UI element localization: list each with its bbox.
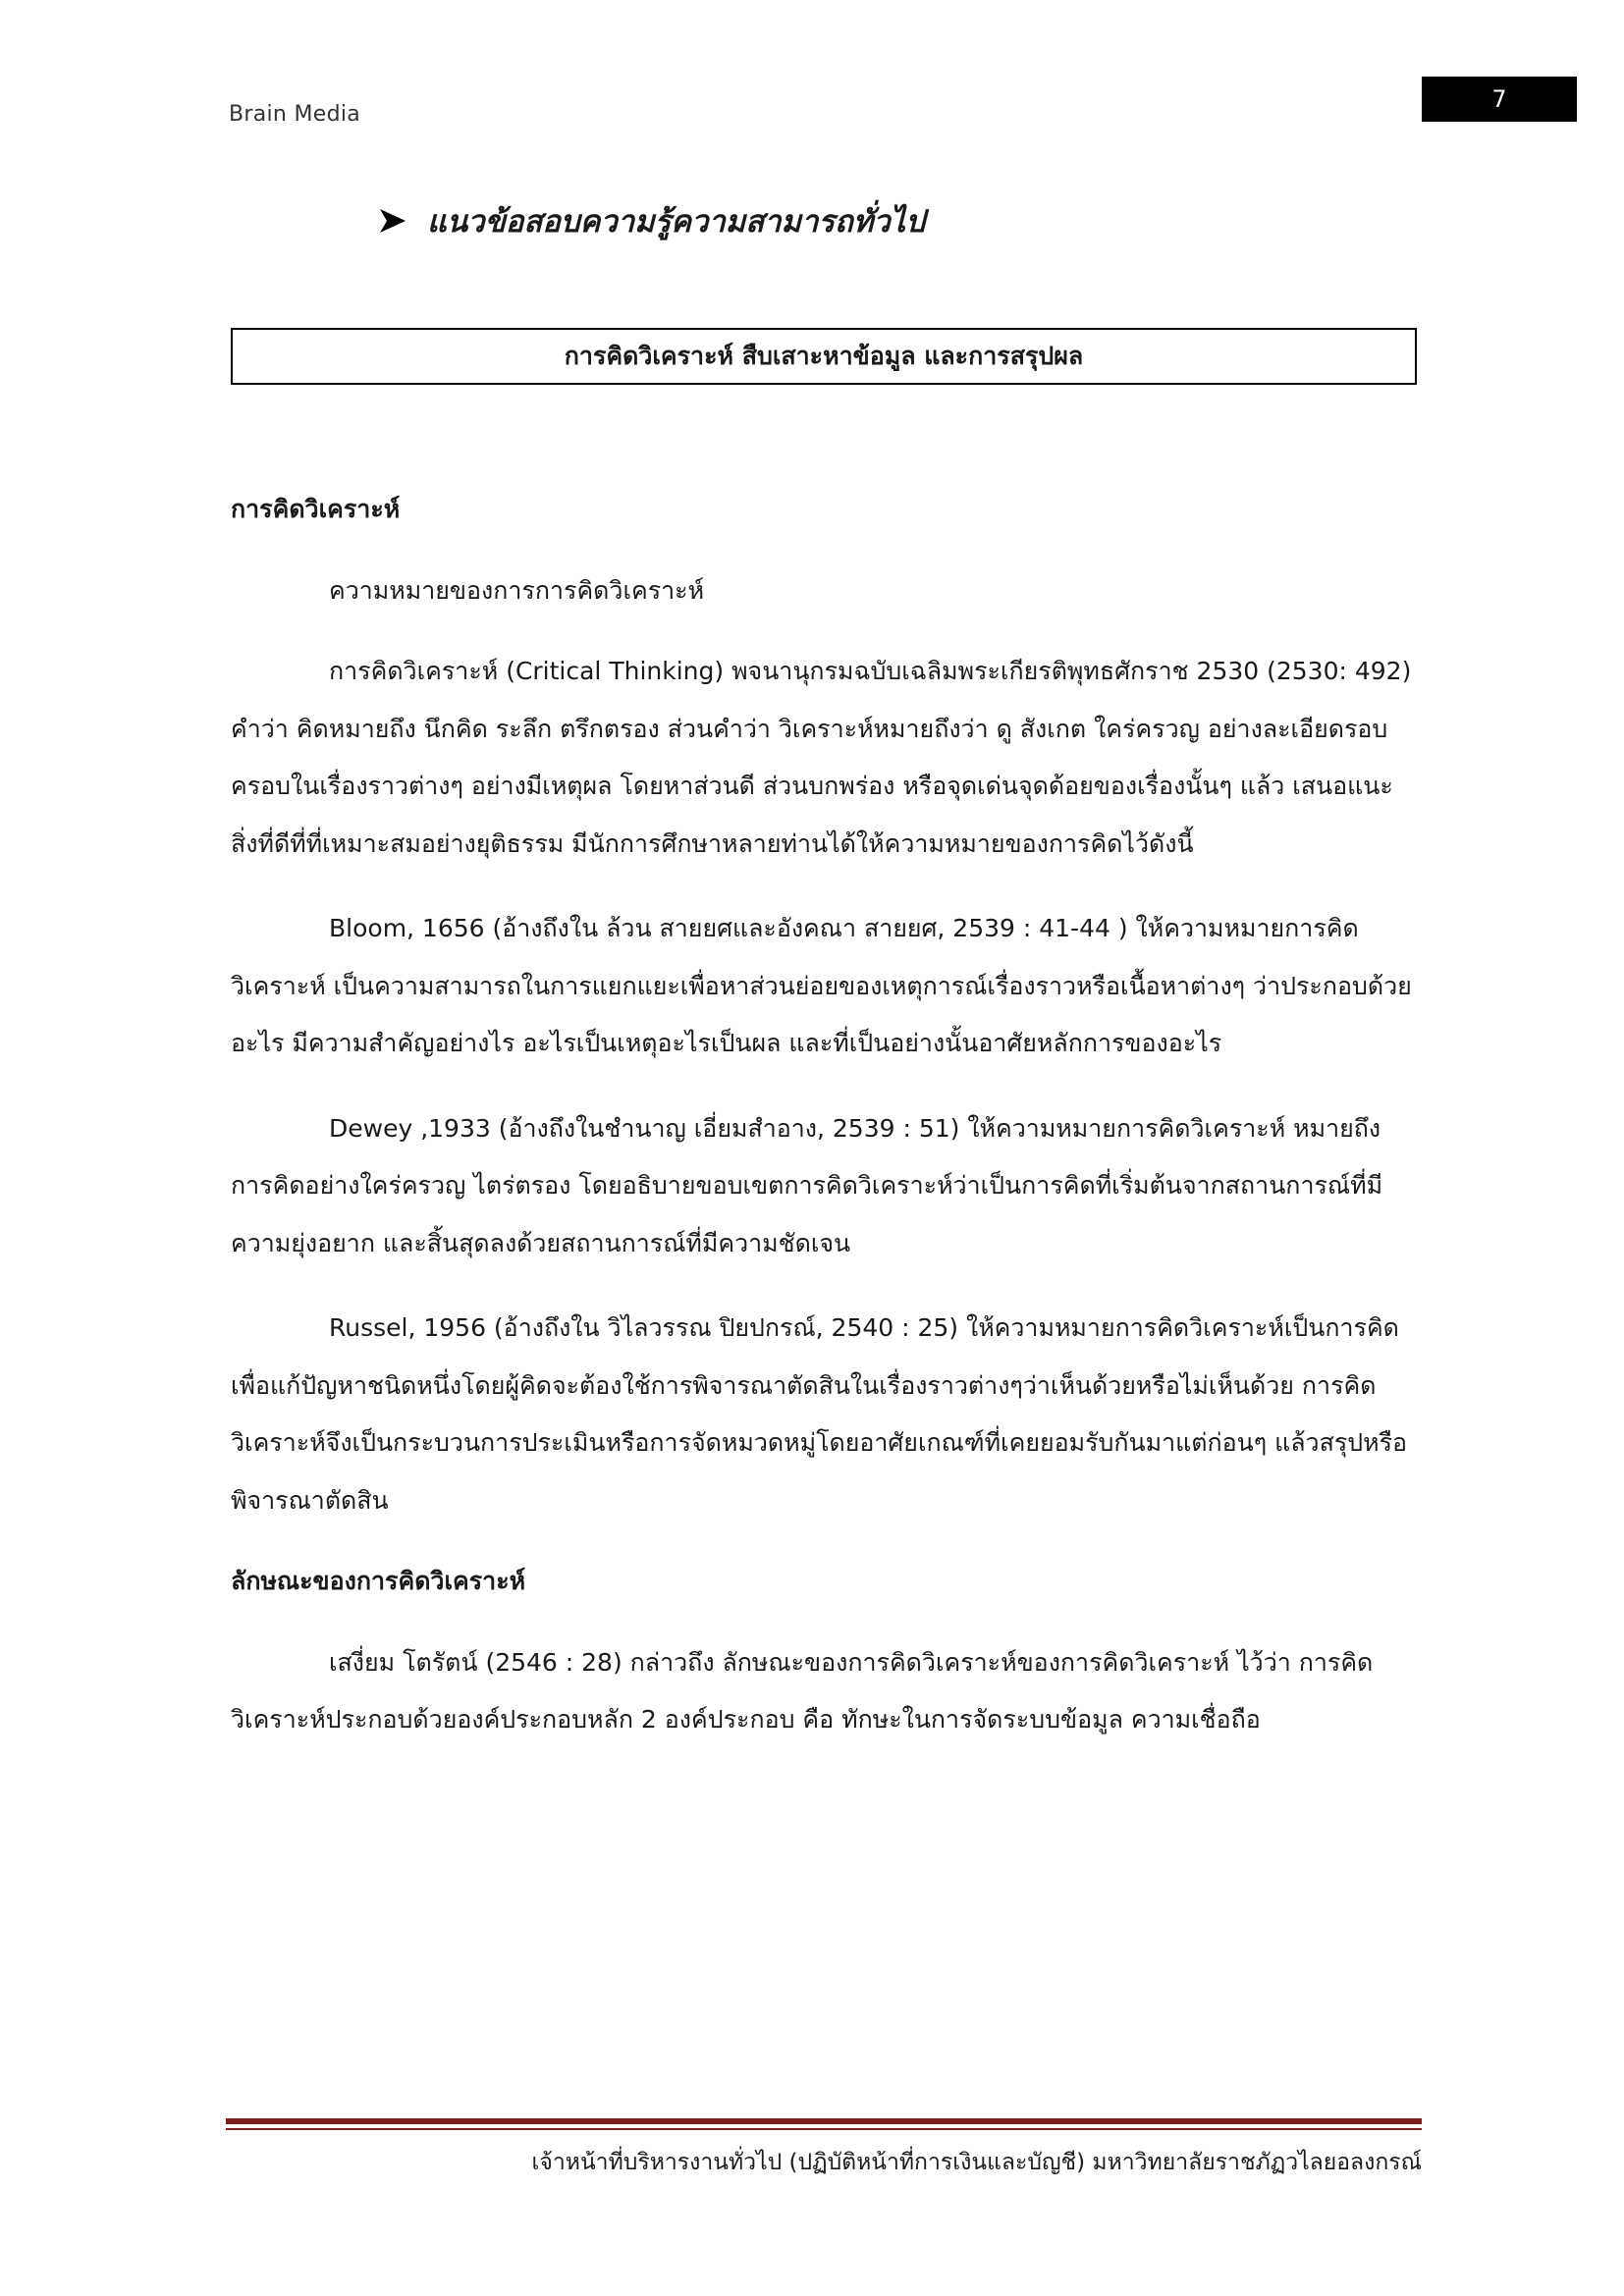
paragraph: Bloom, 1656 (อ้างถึงใน ล้วน สายยศและอังคณา สายยศ, 2539 : 41-44 ) ให้ความหมายการคิดวิเคราะห์ เป็นความสามารถในการแยกแยะเพื่อหาส่วนย่อยของเหตุการณ์เรื่องราวหรือเนื้อหาต่างๆ ว่าประกอบด้วยอะไร มีความสำคัญอย่างไร อะไรเป็นเหตุอะไรเป็นผล และที่เป็นอย่างนั้นอาศัยหลักการของอะไร: [231, 914, 1412, 1057]
footer-rule-thin: [226, 2128, 1422, 2130]
paragraph: Russel, 1956 (อ้างถึงใน วิไลวรรณ ปิยปกรณ์, 2540 : 25) ให้ความหมายการคิดวิเคราะห์เป็นการคิดเพื่อแก้ปัญหาชนิดหนึ่งโดยผู้คิดจะต้องใช้การพิจารณาตัดสินในเรื่องราวต่างๆว่าเห็นด้วยหรือไม่เห็นด้วย การคิดวิเคราะห์จึงเป็นกระบวนการประเมินหรือการจัดหมวดหมู่โดยอาศัยเกณฑ์ที่เคยยอมรับกันมาแต่ก่อนๆ แล้วสรุปหรือพิจารณาตัดสิน: [231, 1313, 1408, 1515]
arrow-right-bullet-icon: [378, 206, 407, 236]
heading-critical-thinking: การคิดวิเคราะห์: [231, 495, 401, 523]
subheading-meaning: ความหมายของการการคิดวิเคราะห์: [329, 575, 705, 605]
paragraph: Dewey ,1933 (อ้างถึงในชำนาญ เอี่ยมสำอาง, 2539 : 51) ให้ความหมายการคิดวิเคราะห์ หมายถึง การคิดอย่างใคร่ครวญ ไตร่ตรอง โดยอธิบายขอบเขตการคิดวิเคราะห์ว่าเป็นการคิดที่เริ่มต้นจากสถานการณ์ที่มีความยุ่งอยาก และสิ้นสุดลงด้วยสถานการณ์ที่มีความชัดเจน: [231, 1113, 1383, 1257]
footer-rule: [226, 2118, 1422, 2124]
footer-text: เจ้าหน้าที่บริหารงานทั่วไป (ปฏิบัติหน้าที่การเงินและบัญชี) มหาวิทยาลัยราชภัฏวไลยอลงกรณ์: [531, 2150, 1422, 2175]
section-heading: [378, 196, 925, 245]
page-number: 7: [1422, 77, 1577, 122]
topic-title-box: การคิดวิเคราะห์ สืบเสาะหาข้อมูล และการสรุปผล: [231, 328, 1417, 385]
heading-characteristics: ลักษณะของการคิดวิเคราะห์: [231, 1567, 526, 1595]
paragraph: เสงี่ยม โตรัตน์ (2546 : 28) กล่าวถึง ลักษณะของการคิดวิเคราะห์ของการคิดวิเคราะห์ ไว้ว่า การคิดวิเคราะห์ประกอบด้วยองค์ประกอบหลัก 2 องค์ประกอบ คือ ทักษะในการจัดระบบข้อมูล ความเชื่อถือ: [231, 1647, 1374, 1734]
paragraph: การคิดวิเคราะห์ (Critical Thinking) พจนานุกรมฉบับเฉลิมพระเกียรติพุทธศักราช 2530 (2530: 492) คำว่า คิดหมายถึง นึกคิด ระลึก ตรึกตรอง ส่วนคำว่า วิเคราะห์หมายถึงว่า ดู สังเกต ใคร่ครวญ อย่างละเอียดรอบครอบในเรื่องราวต่างๆ อย่างมีเหตุผล โดยหาส่วนดี ส่วนบกพร่อง หรือจุดเด่นจุดด้อยของเรื่องนั้นๆ แล้ว เสนอแนะสิ่งที่ดีที่ที่เหมาะสมอย่างยุติธรรม มีนักการศึกษาหลายท่านได้ให้ความหมายของการคิดไว้ดังนี้: [231, 657, 1412, 858]
brand-header: Brain Media: [229, 102, 361, 127]
document-body: [231, 481, 1417, 1749]
section-heading-text: แนวข้อสอบความรู้ความสามารถทั่วไป: [427, 204, 925, 240]
